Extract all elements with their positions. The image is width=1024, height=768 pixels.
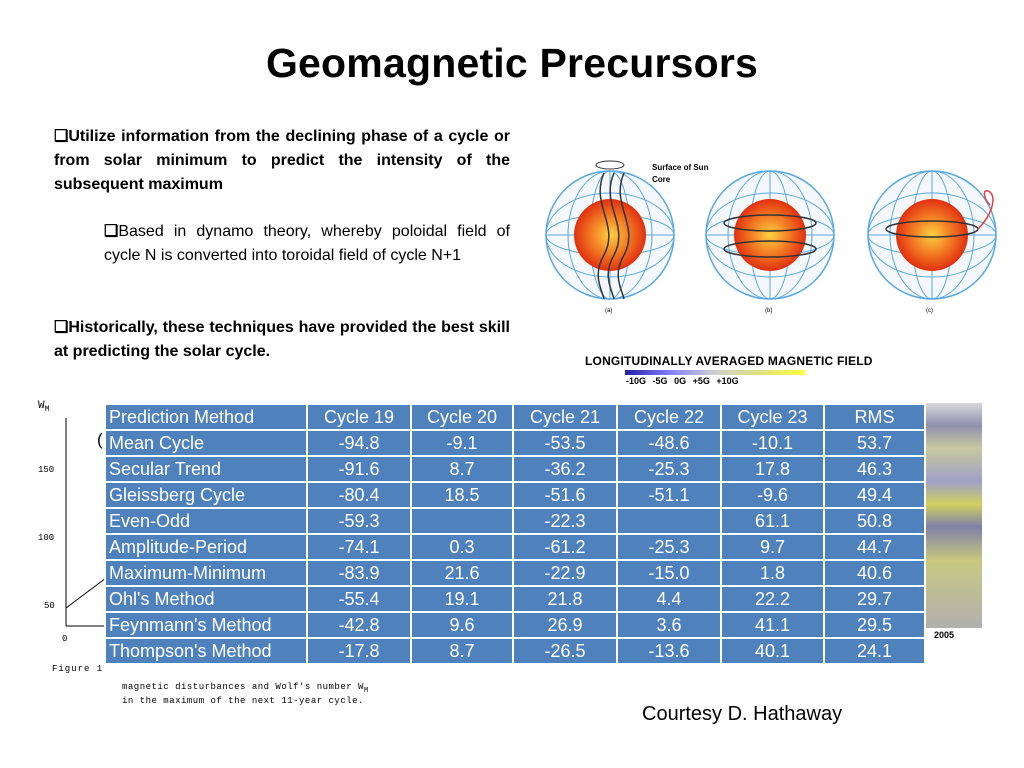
table-cell: 1.8 [721, 560, 824, 586]
table-cell: 9.6 [411, 612, 513, 638]
table-row [105, 456, 925, 482]
plot-caption-line-2: in the maximum of the next 11-year cycle. [122, 695, 364, 706]
plot-caption [122, 682, 412, 706]
table-cell: -22.3 [513, 508, 617, 534]
table-row [105, 612, 925, 638]
stray-glyph: ( [97, 430, 103, 449]
table-cell: 3.6 [617, 612, 721, 638]
scale-label: +5G [692, 376, 710, 386]
table-cell: 26.9 [513, 612, 617, 638]
y-tick: 150 [38, 465, 55, 475]
color-scale-labels [626, 376, 739, 386]
y-tick: 50 [44, 601, 55, 611]
slide-title: Geomagnetic Precursors [265, 40, 759, 86]
table-cell: -53.5 [513, 430, 617, 456]
magnetic-field-title: LONGITUDINALLY AVERAGED MAGNETIC FIELD [585, 354, 873, 368]
table-header-row [105, 404, 925, 430]
table-cell: 24.1 [824, 638, 925, 664]
table-header-cell: RMS [824, 404, 925, 430]
table-header-cell: Prediction Method [105, 404, 307, 430]
plot-y-label-text: W [38, 400, 45, 412]
table-cell: -9.1 [411, 430, 513, 456]
table-cell: Maximum-Minimum [105, 560, 307, 586]
table-cell: -25.3 [617, 456, 721, 482]
bullet-2 [104, 220, 510, 268]
table-row [105, 534, 925, 560]
figure-caption: Figure 1 [52, 664, 104, 674]
table-row [105, 508, 925, 534]
scale-label: -10G [626, 376, 647, 386]
globe-c [868, 171, 996, 299]
butterfly-diagram [921, 403, 982, 628]
table-cell: -17.8 [307, 638, 411, 664]
table-cell: -80.4 [307, 482, 411, 508]
bullet-3 [54, 316, 510, 364]
table-cell: Feynmann's Method [105, 612, 307, 638]
core-label: Core [652, 175, 671, 184]
table-cell: 40.1 [721, 638, 824, 664]
surface-of-sun-label: Surface of Sun [652, 163, 709, 172]
globe-b [706, 171, 834, 299]
table-row [105, 430, 925, 456]
caption-line-1-text: magnetic disturbances and Wolf's number W [122, 682, 364, 692]
table-cell: -15.0 [617, 560, 721, 586]
courtesy-credit: Courtesy D. Hathaway [642, 703, 843, 725]
table-row [105, 482, 925, 508]
plot-caption-line-1 [122, 682, 412, 696]
table-cell: -83.9 [307, 560, 411, 586]
table-header-cell: Cycle 19 [307, 404, 411, 430]
plot-y-label-sub: M [44, 405, 50, 415]
table-row [105, 586, 925, 612]
prediction-table [104, 403, 926, 665]
table-cell: -22.9 [513, 560, 617, 586]
bullet-1-text: Utilize information from the declining phase of a cycle or from solar minimum to predict the intensity of the subsequent maximum [54, 128, 510, 193]
bullet-2-text: Based in dynamo theory, whereby poloidal field of cycle N is converted into toroidal field of cycle N+1 [104, 223, 510, 264]
table-row [105, 638, 925, 664]
table-cell: 50.8 [824, 508, 925, 534]
table-cell: 18.5 [411, 482, 513, 508]
table-cell [411, 508, 513, 534]
color-scale-bar [625, 370, 805, 375]
table-cell: Secular Trend [105, 456, 307, 482]
table-cell: 17.8 [721, 456, 824, 482]
table-cell: 49.4 [824, 482, 925, 508]
table-cell: 8.7 [411, 456, 513, 482]
year-label: 2005 [934, 630, 955, 640]
table-cell: 21.6 [411, 560, 513, 586]
table-cell: 4.4 [617, 586, 721, 612]
table-cell: -26.5 [513, 638, 617, 664]
table-cell: 44.7 [824, 534, 925, 560]
table-cell: Amplitude-Period [105, 534, 307, 560]
table-cell: -13.6 [617, 638, 721, 664]
table-header-cell: Cycle 20 [411, 404, 513, 430]
table-cell: 29.7 [824, 586, 925, 612]
table-cell: 21.8 [513, 586, 617, 612]
sun-dynamo-figure [540, 150, 1010, 325]
table-cell: 46.3 [824, 456, 925, 482]
panel-label-b: (b) [765, 308, 773, 314]
y-tick: 100 [38, 533, 55, 543]
checkbox-bullet-icon: ❑ [54, 128, 69, 145]
table-row [105, 560, 925, 586]
background-plot-axes [36, 398, 106, 698]
table-cell: Ohl's Method [105, 586, 307, 612]
table-cell: -55.4 [307, 586, 411, 612]
table-cell: -61.2 [513, 534, 617, 560]
table-cell: -91.6 [307, 456, 411, 482]
caption-line-1-sub: M [363, 686, 369, 695]
panel-label-a: (a) [605, 308, 613, 314]
table-header-cell: Cycle 21 [513, 404, 617, 430]
table-header-cell: Cycle 22 [617, 404, 721, 430]
table-cell: 9.7 [721, 534, 824, 560]
table-cell: -59.3 [307, 508, 411, 534]
table-cell: -74.1 [307, 534, 411, 560]
bullet-1 [54, 125, 510, 197]
table-cell: 40.6 [824, 560, 925, 586]
x-tick: 0 [62, 634, 68, 644]
checkbox-bullet-icon: ❑ [54, 319, 69, 336]
table-cell: 8.7 [411, 638, 513, 664]
table-cell: -10.1 [721, 430, 824, 456]
table-cell: -51.6 [513, 482, 617, 508]
plot-y-label [38, 400, 49, 414]
table-cell: 29.5 [824, 612, 925, 638]
table-cell: Mean Cycle [105, 430, 307, 456]
table-cell: 0.3 [411, 534, 513, 560]
scale-label: 0G [674, 376, 687, 386]
scale-label: -5G [652, 376, 668, 386]
table-cell [617, 508, 721, 534]
table-cell: Gleissberg Cycle [105, 482, 307, 508]
table-cell: -48.6 [617, 430, 721, 456]
table-cell: -51.1 [617, 482, 721, 508]
bullet-3-text: Historically, these techniques have provided the best skill at predicting the solar cycle. [54, 319, 510, 360]
table-cell: -36.2 [513, 456, 617, 482]
checkbox-bullet-icon: ❑ [104, 223, 119, 240]
table-header-cell: Cycle 23 [721, 404, 824, 430]
table-cell: -42.8 [307, 612, 411, 638]
table-cell: 53.7 [824, 430, 925, 456]
table-cell: Even-Odd [105, 508, 307, 534]
scale-label: +10G [716, 376, 739, 386]
table-cell: -9.6 [721, 482, 824, 508]
table-cell: -25.3 [617, 534, 721, 560]
panel-label-c: (c) [926, 308, 933, 314]
table-cell: 22.2 [721, 586, 824, 612]
table-cell: 61.1 [721, 508, 824, 534]
table-cell: 19.1 [411, 586, 513, 612]
table-cell: 41.1 [721, 612, 824, 638]
table-cell: Thompson's Method [105, 638, 307, 664]
table-cell: -94.8 [307, 430, 411, 456]
